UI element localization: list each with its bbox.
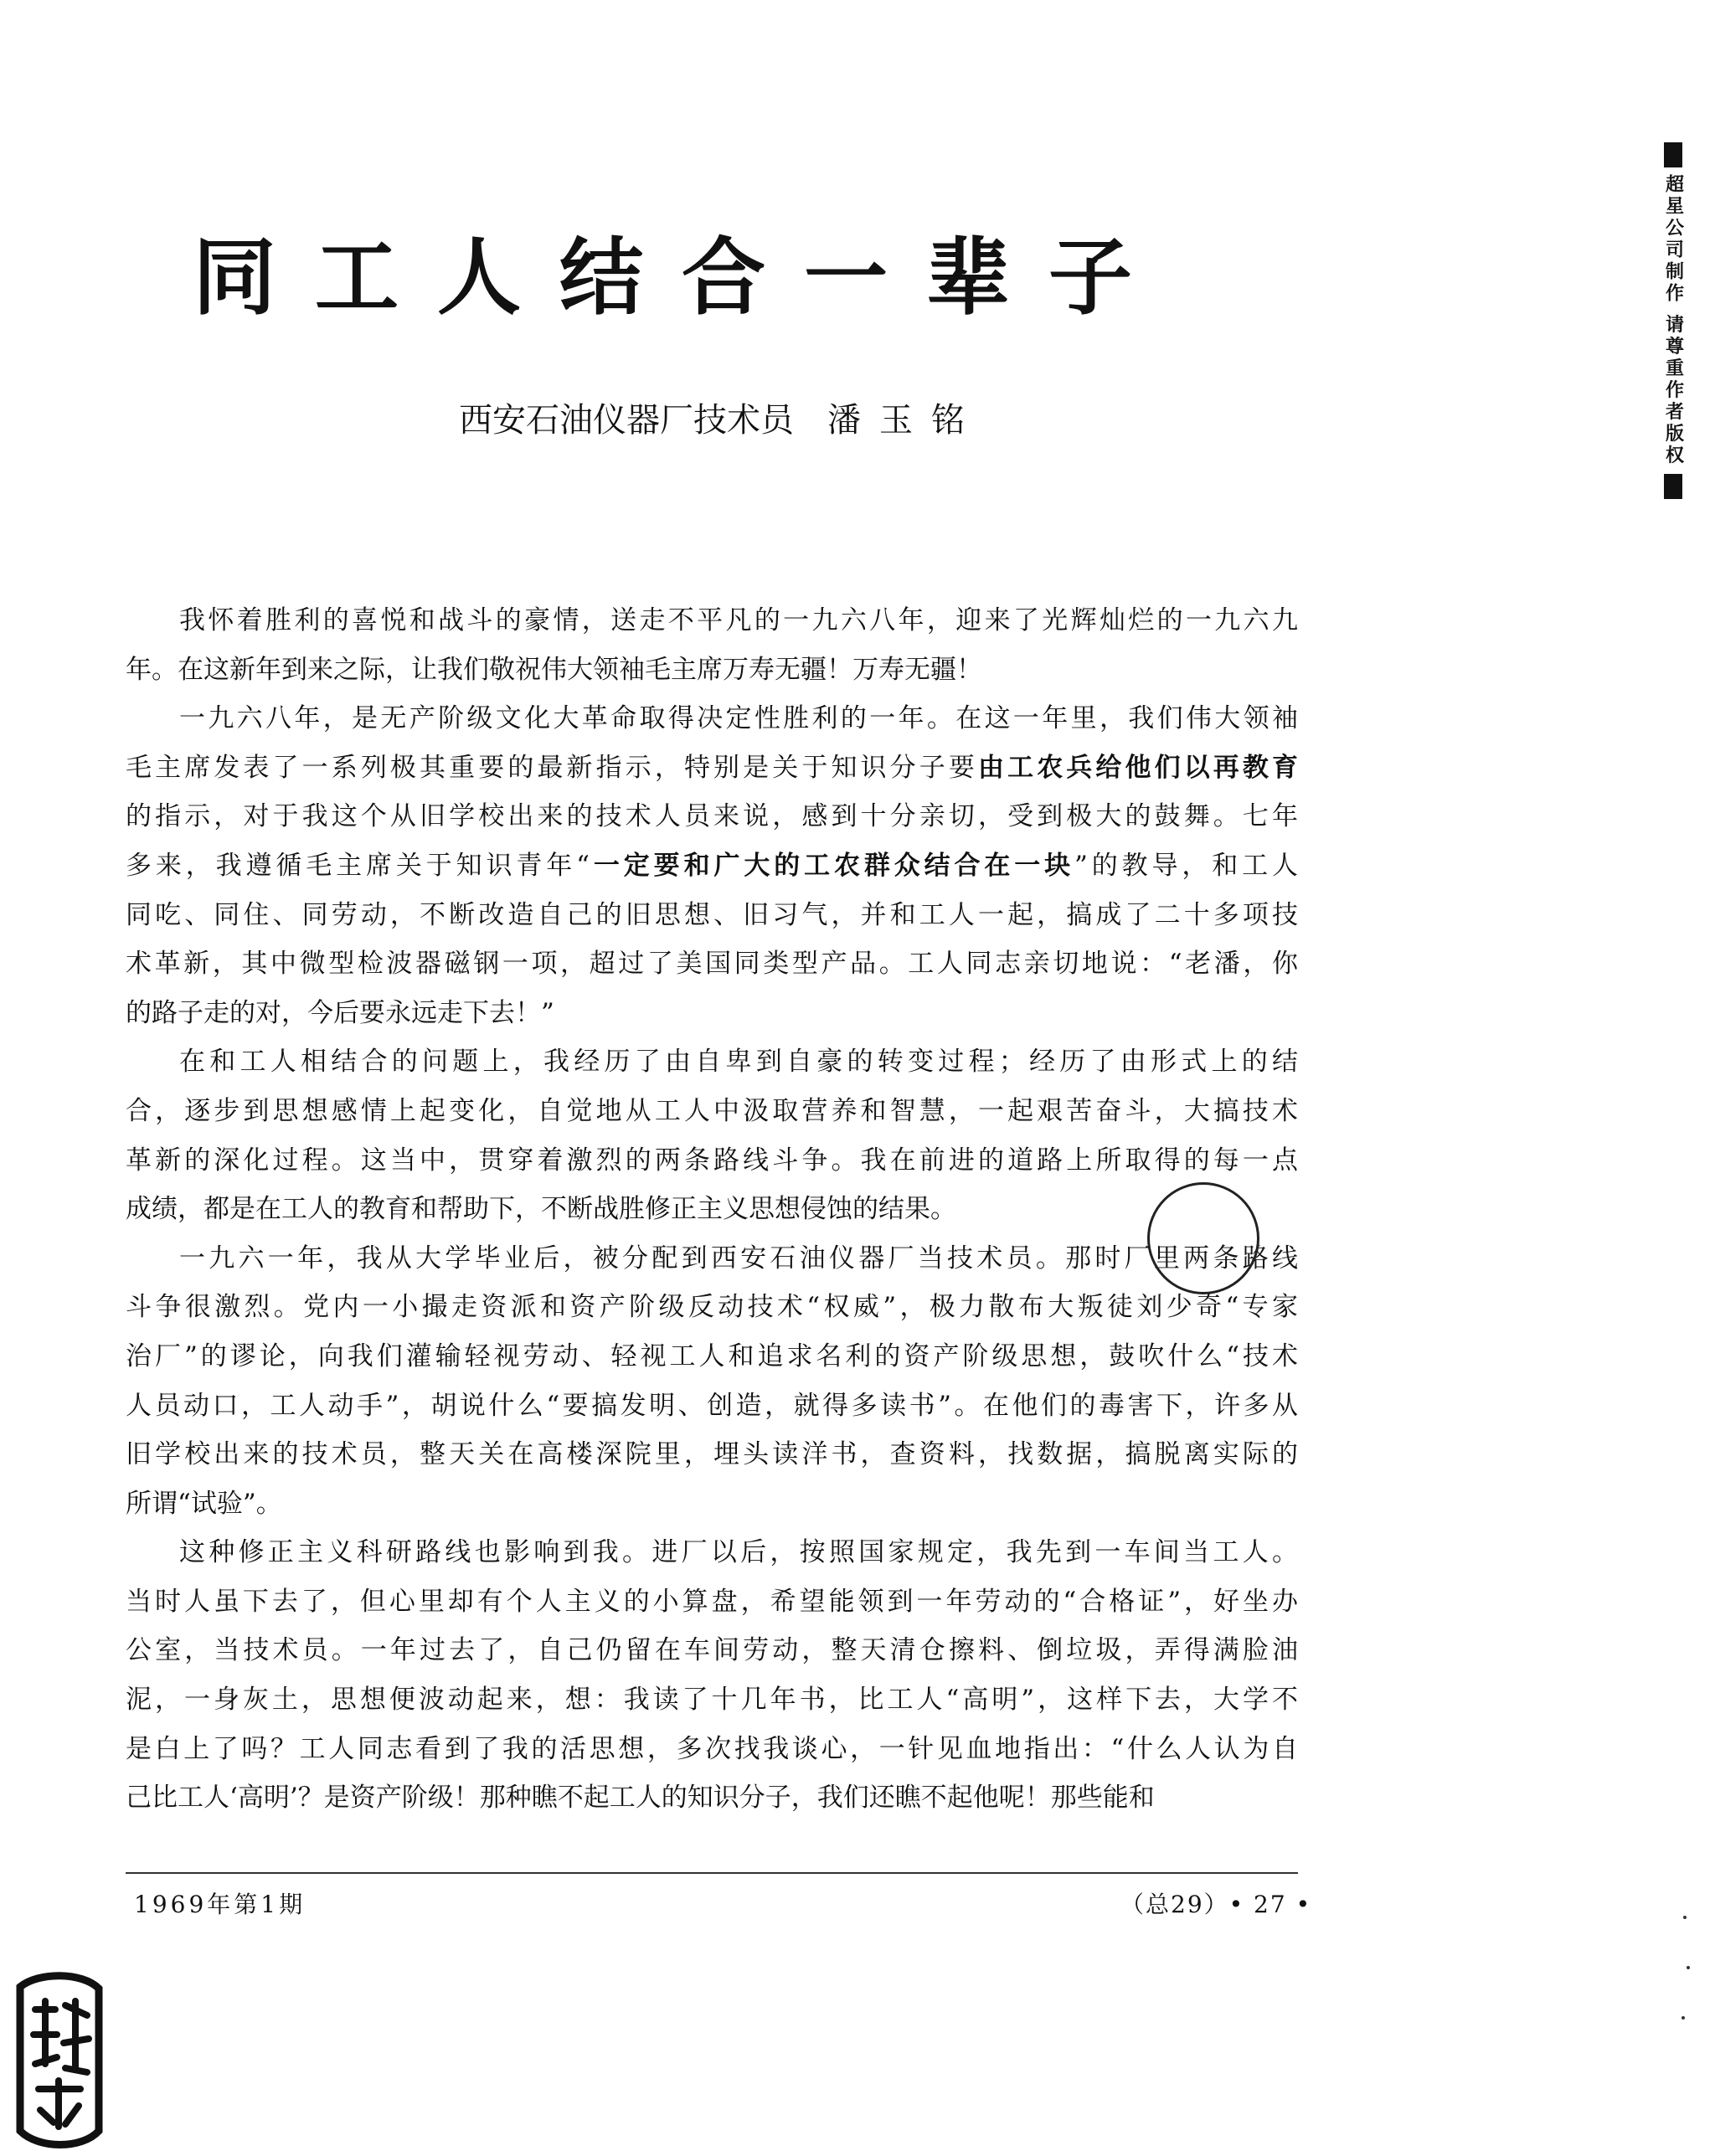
text-line	[126, 646, 1298, 695]
emphasized-text: 由工农兵给他们以再教育	[977, 752, 1298, 783]
paragraph	[126, 1528, 1298, 1823]
library-seal-icon	[5, 1963, 114, 2156]
author-affiliation: 西安石油仪器厂技术员	[459, 401, 794, 440]
article-body	[126, 596, 1298, 1823]
author-name: 潘玉铭	[827, 401, 983, 440]
text-line	[126, 792, 1298, 841]
article-title: 同工人结合一辈子	[193, 229, 1171, 327]
text-run: 我怀着胜利的喜悦和战斗的豪情，送走不平凡的一九六八年，迎来了光辉灿烂的一九六九	[179, 605, 1298, 635]
text-run: 的指示，对于我这个从旧学校出来的技术人员来说，感到十分亲切，受到极大的鼓舞。七年	[126, 801, 1298, 832]
text-line	[126, 1479, 1298, 1529]
text-line	[126, 1773, 1298, 1823]
text-run: 年。在这新年到来之际，让我们敬祝伟大领袖毛主席万寿无疆！万寿无疆！	[126, 654, 982, 685]
text-run: 多来，我遵循毛主席关于知识青年“	[126, 850, 590, 881]
text-line	[126, 1675, 1298, 1725]
text-run: 己比工人‘高明’？是资产阶级！那种瞧不起工人的知识分子，我们还瞧不起他呢！那些能和	[126, 1783, 1155, 1814]
issue-label: 1969年第1期	[134, 1891, 306, 1918]
text-line	[126, 744, 1298, 793]
paragraph	[126, 1234, 1298, 1529]
text-run: 革新的深化过程。这当中，贯穿着激烈的两条路线斗争。我在前进的道路上所取得的每一点	[126, 1145, 1298, 1176]
text-line	[126, 1332, 1298, 1382]
text-line	[126, 1528, 1298, 1577]
text-run: 是白上了吗？工人同志看到了我的活思想，多次找我谈心，一针见血地指出：“什么人认为自	[126, 1733, 1298, 1764]
text-run: ”的教导，和工人	[1074, 850, 1298, 881]
text-run: 一九六一年，我从大学毕业后，被分配到西安石油仪器厂当技术员。那时厂里两条路线	[179, 1243, 1298, 1274]
text-run: 这种修正主义科研路线也影响到我。进厂以后，按照国家规定，我先到一车间当工人。	[179, 1537, 1298, 1568]
text-run: 治厂”的谬论，向我们灌输轻视劳动、轻视工人和追求名利的资产阶级思想，鼓吹什么“技术	[126, 1340, 1298, 1371]
text-line	[126, 1430, 1298, 1479]
side-bar-top	[1664, 142, 1682, 167]
text-line	[126, 1382, 1298, 1431]
page-number: （总29）• 27 •	[1120, 1891, 1312, 1918]
text-run: 一九六八年，是无产阶级文化大革命取得决定性胜利的一年。在这一年里，我们伟大领袖	[179, 703, 1298, 734]
margin-specks	[1675, 1892, 1700, 2060]
text-line	[126, 1283, 1298, 1332]
text-run: 在和工人相结合的问题上，我经历了由自卑到自豪的转变过程；经历了由形式上的结	[179, 1047, 1298, 1078]
text-line	[126, 694, 1298, 744]
footer-divider	[126, 1872, 1298, 1874]
text-line	[126, 1725, 1298, 1774]
text-line	[126, 1037, 1298, 1087]
text-run: 同吃、同住、同劳动，不断改造自己的旧思想、旧习气，并和工人一起，搞成了二十多项技	[126, 899, 1298, 930]
paragraph	[126, 596, 1298, 694]
text-line	[126, 841, 1298, 891]
byline	[459, 395, 983, 445]
text-run: 术革新，其中微型检波器磁钢一项，超过了美国同类型产品。工人同志亲切地说：“老潘，你	[126, 949, 1298, 980]
text-run: 成绩，都是在工人的教育和帮助下，不断战胜修正主义思想侵蚀的结果。	[126, 1194, 956, 1225]
text-line	[126, 1136, 1298, 1186]
text-line	[126, 596, 1298, 646]
side-bar-bottom	[1664, 474, 1682, 499]
text-line	[126, 939, 1298, 989]
copyright-side-notice	[1656, 142, 1690, 499]
text-line	[126, 989, 1298, 1038]
text-run: 人员动口，工人动手”，胡说什么“要搞发明、创造，就得多读书”。在他们的毒害下，许多从	[126, 1390, 1298, 1421]
text-line	[126, 1234, 1298, 1284]
text-line	[126, 1087, 1298, 1136]
text-line	[126, 1577, 1298, 1627]
text-run: 当时人虽下去了，但心里却有个人主义的小算盘，希望能领到一年劳动的“合格证”，好坐办	[126, 1586, 1298, 1617]
emphasized-text: 一定要和广大的工农群众结合在一块	[590, 850, 1074, 881]
text-run: 泥，一身灰土，思想便波动起来，想：我读了十几年书，比工人“高明”，这样下去，大学不	[126, 1685, 1298, 1716]
ink-circle-mark	[1147, 1182, 1259, 1294]
copyright-notice-text: 超星公司制作 请尊重作者版权	[1662, 174, 1684, 467]
text-run: 的路子走的对，今后要永远走下去！”	[126, 997, 554, 1028]
text-line	[126, 1626, 1298, 1675]
text-run: 斗争很激烈。党内一小撮走资派和资产阶级反动技术“权威”，极力散布大叛徒刘少奇“专家	[126, 1292, 1298, 1323]
paragraph	[126, 694, 1298, 1037]
text-run: 毛主席发表了一系列极其重要的最新指示，特别是关于知识分子要	[126, 752, 978, 783]
text-run: 所谓“试验”。	[126, 1488, 282, 1519]
text-line	[126, 1185, 1298, 1234]
text-run: 合，逐步到思想感情上起变化，自觉地从工人中汲取营养和智慧，一起艰苦奋斗，大搞技术	[126, 1095, 1298, 1126]
text-run: 公室，当技术员。一年过去了，自己仍留在车间劳动，整天清仓擦料、倒垃圾，弄得满脸油	[126, 1635, 1298, 1666]
text-line	[126, 891, 1298, 940]
paragraph	[126, 1037, 1298, 1233]
text-run: 旧学校出来的技术员，整天关在高楼深院里，埋头读洋书，查资料，找数据，搞脱离实际的	[126, 1439, 1298, 1470]
